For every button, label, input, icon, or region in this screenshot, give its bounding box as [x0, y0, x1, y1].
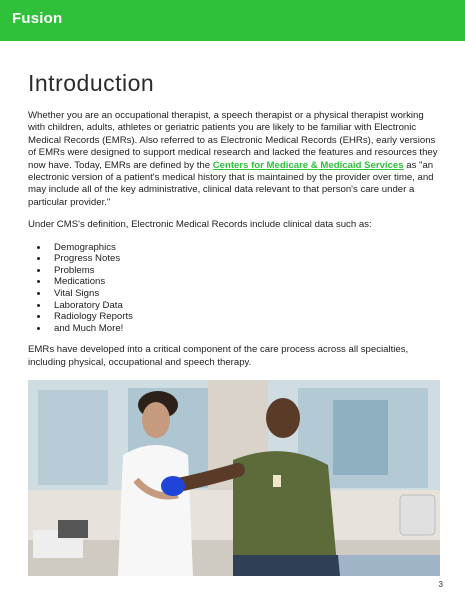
page-title: Introduction — [28, 70, 155, 96]
cms-definition-paragraph: Under CMS's definition, Electronic Medical Records include clinical data such as: — [28, 219, 372, 231]
brand-logo: Fusion — [12, 10, 63, 27]
body-content — [28, 110, 442, 379]
intro-paragraph — [28, 110, 442, 209]
cms-link[interactable]: Centers for Medicare & Medicaid Services — [212, 159, 404, 171]
list-item: Radiology Reports — [28, 311, 442, 323]
intro-text: Whether you are an occupational therapist, a speech therapist or a physical therapist working with children, adults, athletes or geriatric patients you are likely to be familiar with Electronic Medical Records (EMRs). Also referred to as Electronic Medical Records (EHRs), early versions of EMRs were designed to support medical research and lacked the features and resources they now have. Today, EMRs are defined by the — [28, 110, 438, 171]
page-number: 3 — [438, 580, 443, 589]
list-item: Progress Notes — [28, 253, 442, 265]
list-item: Demographics — [28, 242, 442, 254]
list-item: and Much More! — [28, 323, 442, 335]
list-item: Laboratory Data — [28, 300, 442, 312]
list-item: Vital Signs — [28, 288, 442, 300]
therapy-session-photo — [28, 380, 440, 576]
top-banner — [0, 0, 465, 41]
clinical-data-list — [28, 242, 442, 335]
intro-text-continued: as "an electronic version of a patient's medical history that is maintained by the provider over time, and may include all of the key administrative, clinical data relevant to that person's care under a particular provider." — [28, 159, 434, 208]
closing-paragraph: EMRs have developed into a critical component of the care process across all specialties, including physical, occupational and speech therapy. — [28, 344, 409, 368]
list-item: Medications — [28, 276, 442, 288]
list-item: Problems — [28, 265, 442, 277]
